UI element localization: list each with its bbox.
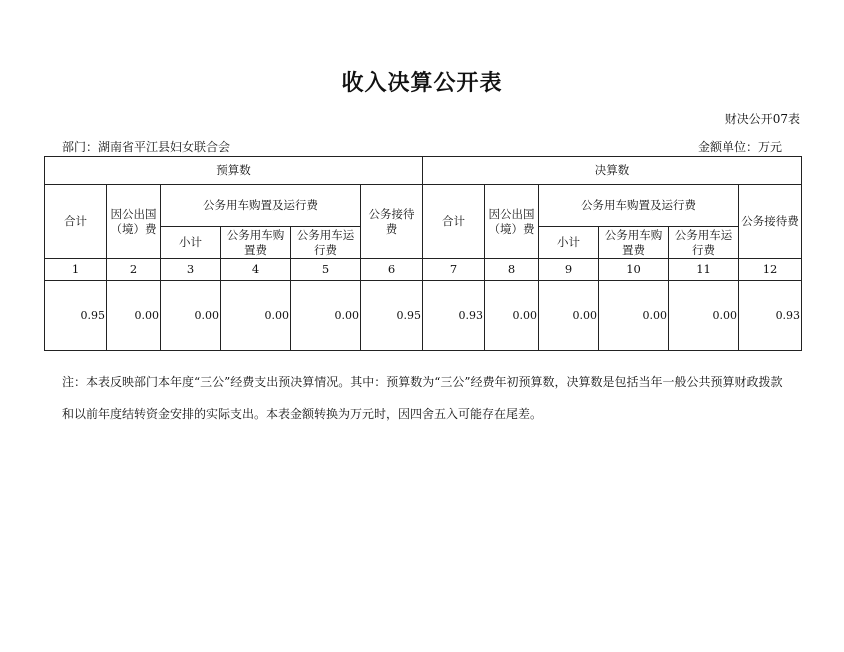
value-cell: 0.95 bbox=[361, 281, 423, 351]
budget-vehicle-purchase-header: 公务用车购置费 bbox=[221, 227, 291, 259]
col-number: 9 bbox=[539, 259, 599, 281]
column-number-row bbox=[45, 259, 802, 281]
budget-reception-header: 公务接待费 bbox=[361, 185, 423, 259]
col-number: 3 bbox=[161, 259, 221, 281]
col-number: 2 bbox=[107, 259, 161, 281]
final-vehicle-group-header: 公务用车购置及运行费 bbox=[539, 185, 739, 227]
final-abroad-header: 因公出国（境）费 bbox=[485, 185, 539, 259]
value-cell: 0.00 bbox=[221, 281, 291, 351]
col-number: 1 bbox=[45, 259, 107, 281]
value-cell: 0.00 bbox=[107, 281, 161, 351]
col-number: 11 bbox=[669, 259, 739, 281]
value-cell: 0.00 bbox=[291, 281, 361, 351]
value-cell: 0.00 bbox=[485, 281, 539, 351]
final-group-header: 决算数 bbox=[423, 157, 802, 185]
page-title: 收入决算公开表 bbox=[341, 70, 503, 96]
value-cell: 0.93 bbox=[423, 281, 485, 351]
final-reception-header: 公务接待费 bbox=[739, 185, 802, 259]
budget-vehicle-operation-header: 公务用车运行费 bbox=[291, 227, 361, 259]
value-cell: 0.95 bbox=[45, 281, 107, 351]
final-total-header: 合计 bbox=[423, 185, 485, 259]
col-number: 7 bbox=[423, 259, 485, 281]
form-number: 财决公开07表 bbox=[724, 112, 800, 126]
budget-group-header: 预算数 bbox=[45, 157, 423, 185]
col-number: 5 bbox=[291, 259, 361, 281]
budget-total-header: 合计 bbox=[45, 185, 107, 259]
col-number: 6 bbox=[361, 259, 423, 281]
value-cell: 0.00 bbox=[599, 281, 669, 351]
value-cell: 0.00 bbox=[161, 281, 221, 351]
three-public-expenses-table bbox=[44, 156, 802, 351]
col-number: 8 bbox=[485, 259, 539, 281]
final-vehicle-operation-header: 公务用车运行费 bbox=[669, 227, 739, 259]
value-row bbox=[45, 281, 802, 351]
budget-subtotal-header: 小计 bbox=[161, 227, 221, 259]
col-number: 10 bbox=[599, 259, 669, 281]
final-subtotal-header: 小计 bbox=[539, 227, 599, 259]
budget-abroad-header: 因公出国（境）费 bbox=[107, 185, 161, 259]
col-number: 4 bbox=[221, 259, 291, 281]
final-vehicle-purchase-header: 公务用车购置费 bbox=[599, 227, 669, 259]
value-cell: 0.00 bbox=[539, 281, 599, 351]
amount-unit-label: 金额单位：万元 bbox=[697, 140, 782, 154]
budget-vehicle-group-header: 公务用车购置及运行费 bbox=[161, 185, 361, 227]
value-cell: 0.00 bbox=[669, 281, 739, 351]
footnote: 注：本表反映部门本年度“三公”经费支出预决算情况。其中：预算数为“三公”经费年初预算数，决算数是包括当年一般公共预算财政拨款和以前年度结转资金安排的实际支出。本表金额转换为万元时，因四舍五入可能存在尾差。 bbox=[62, 375, 783, 421]
col-number: 12 bbox=[739, 259, 802, 281]
value-cell: 0.93 bbox=[739, 281, 802, 351]
department-label: 部门：湖南省平江县妇女联合会 bbox=[62, 140, 231, 154]
